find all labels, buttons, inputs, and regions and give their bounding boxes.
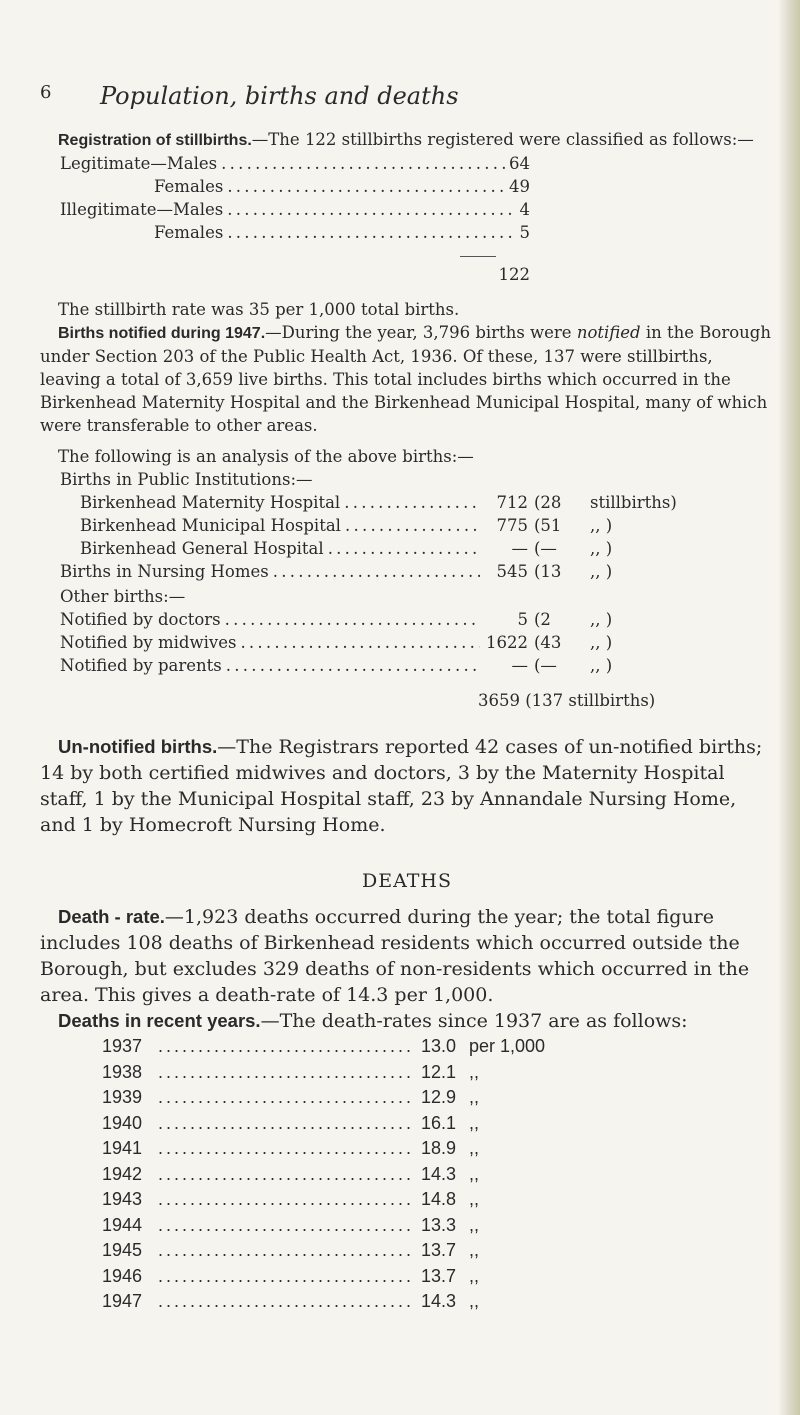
births-row: [60, 608, 720, 631]
death-rate-row: [102, 1136, 642, 1162]
births-row-label: Notified by doctors: [60, 610, 221, 629]
rate-unit: ,,: [469, 1265, 480, 1286]
births-row-label: Birkenhead Municipal Hospital: [80, 516, 341, 535]
death-rate-row: [102, 1264, 642, 1290]
stillbirth-count: 49: [509, 177, 530, 196]
page-number: 6: [40, 82, 52, 103]
rate-unit: ,,: [469, 1087, 480, 1107]
stillbirth-sex: Females: [154, 177, 224, 196]
death-rate-row: [102, 1162, 642, 1188]
death-rate-heading: Death - rate.: [58, 906, 165, 927]
rate-unit: ,,: [469, 1189, 480, 1209]
stillbirth-sex: Males: [172, 200, 224, 219]
recent-years-paragraph: [40, 1008, 774, 1034]
births-row-stillbirths: (28: [534, 493, 562, 512]
births-row-suffix: ,, ): [590, 656, 613, 675]
rate-unit: ,,: [469, 1138, 480, 1158]
births-row-label: Notified by parents: [60, 656, 222, 675]
total-rule: [460, 256, 496, 257]
death-rate-row: [102, 1111, 642, 1137]
year: 1946: [102, 1265, 143, 1286]
rate-unit: ,,: [469, 1112, 480, 1133]
births-row-stillbirths: (51: [534, 516, 562, 535]
recent-years-text: —The death-rates since 1937 are as follows:: [260, 1010, 688, 1032]
stillbirth-heading: Registration of stillbirths.: [58, 132, 252, 149]
births-row-suffix: stillbirths): [590, 493, 677, 512]
births-row: [60, 631, 720, 654]
public-institutions-heading: Births in Public Institutions:—: [60, 470, 313, 489]
births-row-value: 775: [496, 516, 528, 535]
stillbirth-group: Legitimate—: [60, 154, 167, 173]
stillbirth-row: [60, 198, 530, 221]
running-title: Population, births and deaths: [100, 82, 459, 110]
death-rate-row: [102, 1213, 642, 1239]
rate-value: 12.9: [421, 1087, 457, 1107]
rate-value: 13.3: [421, 1214, 457, 1235]
unnotified-text: —The Registrars reported 42 cases of un-notified births; 14 by both certified midwives and doctors, 3 by the Maternity Hospital staff, 1 by the Municipal Hospital staff, 23 by Annandale Nursing Home, and 1 by Homecroft Nursing Home.: [40, 736, 763, 836]
rate-value: 14.3: [421, 1163, 457, 1184]
rate-value: 14.3: [421, 1291, 457, 1311]
year: 1939: [102, 1087, 143, 1107]
rate-value: 16.1: [421, 1112, 457, 1133]
year: 1938: [102, 1061, 143, 1082]
year: 1941: [102, 1138, 143, 1158]
stillbirth-intro: —The 122 stillbirths registered were classified as follows:—: [251, 130, 754, 149]
stillbirth-count: 5: [519, 223, 530, 242]
stillbirth-count: 64: [509, 154, 530, 173]
stillbirth-row: [60, 152, 530, 175]
stillbirth-count: 4: [519, 200, 530, 219]
stillbirth-group: Illegitimate—: [60, 200, 173, 219]
other-births-heading: Other births:—: [60, 587, 186, 606]
stillbirth-sex: Males: [166, 154, 218, 173]
rate-value: 18.9: [421, 1138, 457, 1158]
births-row-value: 1622: [486, 633, 528, 652]
rate-value: 14.8: [421, 1189, 457, 1209]
births-row-stillbirths: (13: [534, 562, 562, 581]
year: 1944: [102, 1214, 143, 1235]
births-row-suffix: ,, ): [590, 516, 613, 535]
births-row-value: 5: [517, 610, 528, 629]
year: 1940: [102, 1112, 143, 1133]
death-rate-row: [102, 1289, 642, 1315]
births-row-value: 545: [496, 562, 528, 581]
births-row: [60, 654, 720, 677]
notified-italic: notified: [576, 323, 641, 342]
death-rate-row: [102, 1187, 642, 1213]
births-row-suffix: ,, ): [590, 539, 613, 558]
rate-unit: ,,: [469, 1061, 480, 1082]
births-notified-heading: Births notified during 1947.: [58, 325, 266, 342]
death-rate-row: [102, 1085, 642, 1111]
year: 1937: [102, 1036, 143, 1056]
births-section: [40, 128, 774, 712]
rate-unit: ,,: [469, 1240, 480, 1260]
births-row: [60, 514, 720, 537]
births-notified-text: —During the year, 3,796 births were: [265, 323, 577, 342]
births-row-stillbirths: (43: [534, 633, 562, 652]
death-rate-text: —1,923 deaths occurred during the year; the total figure includes 108 deaths of Birkenhead residents which occurred outside the Borough, but excludes 329 deaths of non-residents which occurred in the area. This gives a death-rate of 14.3 per 1,000.: [40, 906, 750, 1006]
births-row-value: 712: [496, 493, 528, 512]
stillbirth-registration-paragraph: [40, 128, 774, 152]
death-rate-row: [102, 1034, 642, 1060]
year: 1942: [102, 1163, 143, 1184]
births-analysis: [60, 468, 720, 712]
births-notified-paragraph: [40, 321, 774, 437]
stillbirth-row: [60, 221, 530, 244]
births-row-stillbirths: (—: [534, 656, 557, 675]
births-row-label: Births in Nursing Homes: [60, 562, 269, 581]
rate-unit: ,,: [469, 1291, 480, 1311]
rate-value: 13.0: [421, 1036, 457, 1056]
births-row-label: Birkenhead Maternity Hospital: [80, 493, 341, 512]
births-notified-text: in the Borough under Section 203 of the Public Health Act, 1936. Of these, 137 were stillbirths, leaving a total of 3,659 live births. This total includes births which occurred in the Birkenhead Maternity Hospital and the Birkenhead Municipal Hospital, many of which were transferable to other areas.: [40, 323, 771, 435]
stillbirth-sex: Females: [154, 223, 224, 242]
rate-unit: ,,: [469, 1163, 480, 1184]
death-rate-row: [102, 1060, 642, 1086]
year: 1945: [102, 1240, 143, 1260]
births-row-value: —: [511, 656, 528, 675]
unnotified-paragraph: [40, 734, 774, 838]
deaths-section: [40, 868, 774, 1315]
page-edge-shadow: [778, 0, 800, 1415]
year: 1943: [102, 1189, 143, 1209]
death-rate-paragraph: [40, 904, 774, 1008]
births-total: 3659 (137 stillbirths): [478, 691, 656, 710]
rate-value: 13.7: [421, 1265, 457, 1286]
births-row: [60, 560, 720, 583]
stillbirth-rate: The stillbirth rate was 35 per 1,000 total births.: [58, 300, 460, 319]
analysis-intro: The following is an analysis of the above births:—: [58, 447, 474, 466]
stillbirth-total: 122: [498, 265, 530, 284]
births-row-label: Notified by midwives: [60, 633, 237, 652]
births-row-label: Birkenhead General Hospital: [80, 539, 324, 558]
births-row: [60, 491, 720, 514]
year: 1947: [102, 1291, 143, 1311]
rate-unit: per 1,000: [469, 1036, 546, 1056]
births-row: [60, 537, 720, 560]
unnotified-heading: Un-notified births.: [58, 736, 218, 757]
rate-unit: ,,: [469, 1214, 480, 1235]
death-rates-table: [102, 1034, 642, 1315]
stillbirth-classification: [60, 152, 530, 244]
unnotified-section: [40, 734, 774, 838]
births-row-suffix: ,, ): [590, 610, 613, 629]
rate-value: 12.1: [421, 1061, 457, 1082]
births-row-value: —: [511, 539, 528, 558]
death-rate-row: [102, 1238, 642, 1264]
deaths-title: DEATHS: [361, 870, 453, 892]
rate-value: 13.7: [421, 1240, 457, 1260]
stillbirth-row: [60, 175, 530, 198]
births-row-suffix: ,, ): [590, 562, 613, 581]
births-row-stillbirths: (—: [534, 539, 557, 558]
recent-years-heading: Deaths in recent years.: [58, 1010, 261, 1031]
births-row-stillbirths: (2: [534, 610, 551, 629]
births-row-suffix: ,, ): [590, 633, 613, 652]
